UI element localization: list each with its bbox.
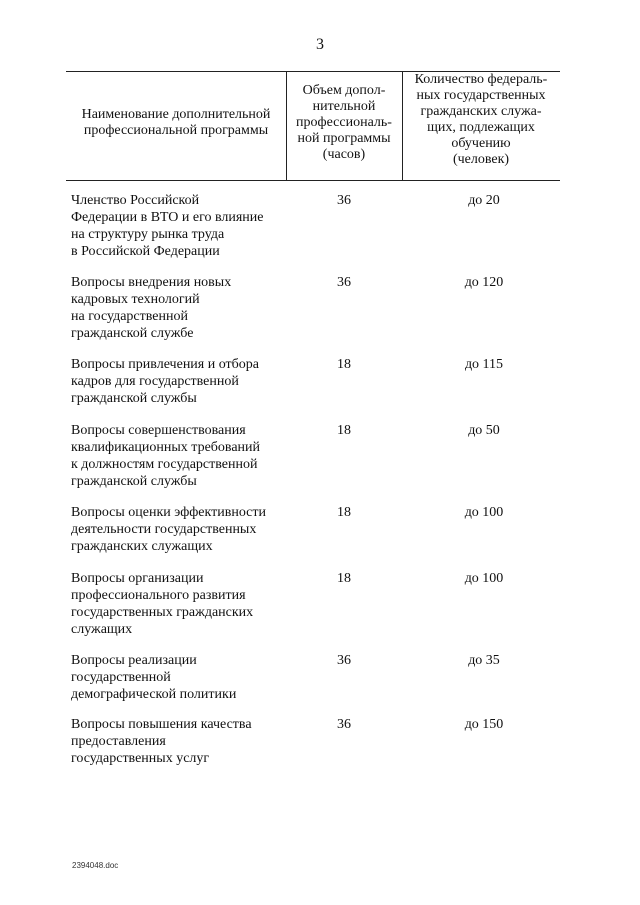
program-name-line: в Российской Федерации: [71, 244, 220, 259]
header-line: профессиональной программы: [83, 123, 269, 138]
trainee-count: до 100: [464, 571, 504, 586]
program-hours: 36: [337, 653, 351, 668]
program-hours: 18: [337, 505, 351, 520]
program-name-line: предоставления: [71, 734, 166, 749]
program-name-line: Федерации в ВТО и его влияние: [71, 210, 264, 225]
header-line: обучению: [451, 136, 511, 151]
program-hours: 18: [337, 423, 351, 438]
program-name-line: Вопросы привлечения и отбора: [71, 357, 260, 372]
program-name-line: государственной: [71, 670, 171, 685]
trainee-count: до 120: [464, 275, 504, 290]
table-header-bottom-rule: [66, 180, 560, 181]
program-hours: 36: [337, 275, 351, 290]
program-hours: 18: [337, 357, 351, 372]
header-line: Количество федераль-: [414, 72, 548, 87]
program-name: [71, 652, 291, 703]
program-name-line: к должностям государственной: [71, 457, 258, 472]
trainee-count: до 20: [468, 193, 500, 208]
program-name: [71, 192, 291, 260]
program-name-line: гражданской службы: [71, 391, 197, 406]
program-name: [71, 356, 291, 407]
trainee-count: до 50: [468, 423, 500, 438]
program-name: [71, 504, 291, 555]
program-name-line: служащих: [71, 622, 133, 637]
program-name-line: государственных гражданских: [71, 605, 254, 620]
program-name: [71, 570, 291, 638]
program-name-line: профессионального развития: [71, 588, 246, 603]
trainee-count: до 115: [464, 357, 504, 372]
column-header-hours: [286, 83, 402, 163]
header-line: (человек): [452, 152, 510, 167]
header-line: гражданских служа-: [420, 104, 542, 119]
header-line: щих, подлежащих: [427, 120, 535, 135]
program-name-line: на государственной: [71, 309, 188, 324]
trainee-count: до 150: [464, 717, 504, 732]
program-name-line: деятельности государственных: [71, 522, 257, 537]
program-name-line: кадровых технологий: [71, 292, 200, 307]
column-header-count: [402, 72, 560, 168]
program-name-line: на структуру рынка труда: [71, 227, 225, 242]
trainee-count: до 35: [468, 653, 500, 668]
program-name-line: Вопросы внедрения новых: [71, 275, 232, 290]
header-line: нительной: [312, 99, 376, 114]
trainee-count: до 100: [464, 505, 504, 520]
program-name-line: Вопросы повышения качества: [71, 717, 252, 732]
header-line: профессиональ-: [296, 115, 392, 130]
program-name-line: демографической политики: [71, 687, 237, 702]
column-header-program-name: [66, 107, 286, 139]
header-line: (часов): [322, 147, 366, 162]
program-name-line: Членство Российской: [71, 193, 200, 208]
program-name: [71, 422, 291, 490]
program-name-line: Вопросы организации: [71, 571, 204, 586]
program-name-line: квалификационных требований: [71, 440, 261, 455]
program-name-line: гражданской службе: [71, 326, 194, 341]
header-line: Наименование дополнительной: [81, 107, 271, 122]
program-name-line: кадров для государственной: [71, 374, 239, 389]
program-name-line: гражданских служащих: [71, 539, 213, 554]
header-line: Объем допол-: [302, 83, 386, 98]
program-name-line: Вопросы оценки эффективности: [71, 505, 266, 520]
program-name-line: государственных услуг: [71, 751, 210, 766]
program-name-line: Вопросы реализации: [71, 653, 197, 668]
program-name: [71, 274, 291, 342]
program-hours: 36: [337, 193, 351, 208]
program-name: [71, 716, 291, 767]
header-line: ных государственных: [416, 88, 546, 103]
document-filename: 2394048.doc: [72, 861, 119, 870]
program-name-line: гражданской службы: [71, 474, 197, 489]
page-number: 3: [316, 36, 324, 53]
header-line: ной программы: [297, 131, 391, 146]
program-hours: 18: [337, 571, 351, 586]
program-hours: 36: [337, 717, 351, 732]
program-name-line: Вопросы совершенствования: [71, 423, 246, 438]
